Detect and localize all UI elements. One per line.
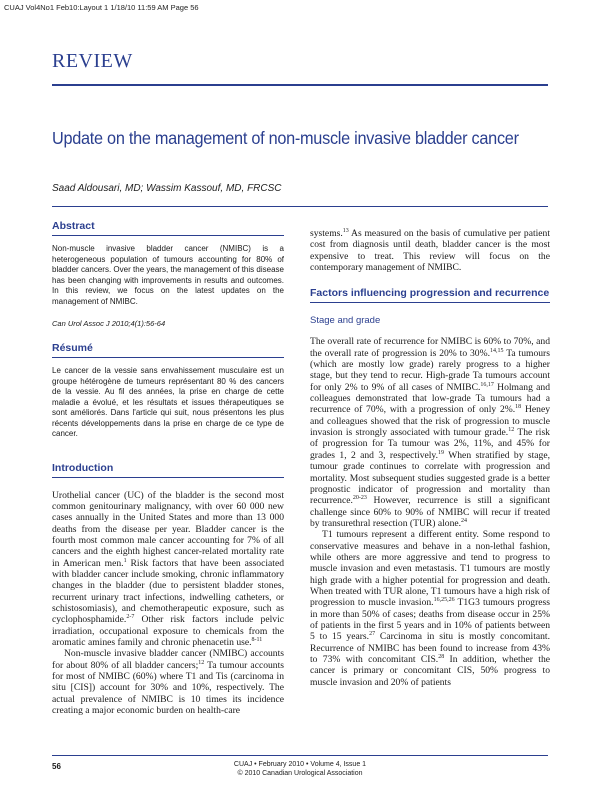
page-number: 56 <box>52 762 61 771</box>
resume-text: Le cancer de la vessie sans envahissement musculaire est un groupe hétérogène de tumeurs représentant 80 % des cancers de la vessie. Au fil des années, la prise en charge de cette maladie a évolué, et les résultats et issues thérapeutiques se sont améliorés. Dans l'article qui suit, nous présentons les plus récents développements dans la prise en charge de ce type de cancer. <box>52 366 284 438</box>
resume-heading: Résumé <box>52 342 93 354</box>
header-rule <box>52 84 548 86</box>
introduction-paragraph-continued: systems.$^{13}$ As measured on the basis of cumulative per patient cost from diagnosis until death, bladder cancer is the most expensive to treat. This review will focus on the contemporary management of NMIBC. <box>310 227 550 274</box>
article-title: Update on the management of non-muscle invasive bladder cancer <box>52 128 519 148</box>
introduction-heading: Introduction <box>52 461 114 474</box>
footer-copyright: © 2010 Canadian Urological Association <box>237 770 363 777</box>
right-column <box>310 228 550 688</box>
section-label: REVIEW <box>52 50 133 72</box>
citation: Can Urol Assoc J 2010;4(1):56-64 <box>52 319 166 328</box>
factors-heading-rule <box>310 302 550 303</box>
factors-heading: Factors influencing progression and recurrence <box>310 287 550 300</box>
stage-grade-paragraph-1: The overall rate of recurrence for NMIBC is 60% to 70%, and the overall rate of progression is 20% to 30%.$^{14,15}$ Ta tumours (which are mostly low grade) rarely progress to a higher stage, but they tend to recur. High-grade Ta tumours account for only 2% to 9% of all cases of NMIBC.$^{16,17}$ Holmang and colleagues demonstrated that low-grade Ta tumours had a recurrence of 70%, with a progression of only 2%.$^{18}$ Heney and colleagues showed that the risk of progression to muscle invasion is strongly associated with tumour grade.$^{12}$ The risk of progression for Ta tumour was 2%, 11%, and 45% for grades 1, 2 and 3, respectively.$^{19}$ When stratified by stage, tumour grade continues to correlate with progression and mortality. Most subsequent studies suggested grade is a better prognostic indicator of progression and mortality than recurrence.$^{20-23}$ However, recurrence is still a significant challenge since 60% to 90% of NMIBC will recur if treated by transurethral resection (TUR) alone.$^{24}$ <box>310 336 550 529</box>
abstract-heading: Abstract <box>52 220 95 232</box>
stage-grade-paragraph-2: T1 tumours represent a different entity. Some respond to conservative measures and behave in a non-lethal fashion, while others are more aggressive and tend to progress to muscle invasion and even metastasis. T1 tumours are mostly high grade with a higher potential for progression and death. When treated with TUR alone, T1 tumours have a high risk of progression to muscle invasion.$^{16,25,26}$ T1G3 tumours progress in more than 50% of cases; deaths from disease occur in 25% of patients in the first 5 years and in 10% of patients between 5 to 15 years.$^{27}$ Carcinoma in situ is mostly concomitant. Recurrence of NMIBC has been found to increase from 43% to 73% with concomitant CIS.$^{28}$ In addition, whether the cancer is primary or concomitant CIS, 50% progress to muscle invasion and 20% of patients <box>310 529 550 688</box>
title-rule <box>52 206 548 207</box>
footer <box>0 760 600 778</box>
footer-journal-line: CUAJ • February 2010 • Volume 4, Issue 1 <box>233 761 367 768</box>
introduction-heading-rule <box>52 477 284 478</box>
authors: Saad Aldousari, MD; Wassim Kassouf, MD, FRCSC <box>52 183 282 194</box>
abstract-text: Non-muscle invasive bladder cancer (NMIBC) is a heterogeneous population of tumours accounting for 80% of bladder cancers. Over the years, the management of this disease has been changing with improvements in results and outcomes. In this review, we focus on the latest updates on the management of NMIBC. <box>52 244 284 306</box>
abstract-heading-rule <box>52 235 284 236</box>
left-column <box>52 220 284 716</box>
introduction-paragraph-2: Non-muscle invasive bladder cancer (NMIBC) accounts for about 80% of all bladder cancers;$^{12}$ Ta tumour accounts for most of NMIBC (60%) where T1 and Tis (carcinoma in situ [CIS]) account for 30% and 10%, respectively. The actual prevalence of NMIBC is 10 times its incidence creating a major economic burden on health-care <box>52 648 284 717</box>
introduction-paragraph-1: Urothelial cancer (UC) of the bladder is the second most common genitourinary malignancy, with over 60 000 new cases annually in the United States and more than 13 000 deaths from the disease per year. Bladder cancer is the fourth most common male cancer accounting for 7% of all cancers and the eighth highest cancer-related mortality rate in American men.$^1$ Risk factors that have been associated with bladder cancer include smoking, chronic inflammatory changes in the bladder (due to persistent bladder stones, recurrent urinary tract infections, indwelling catheters, or schistosomiasis), and chemotherapeutic exposure, such as cyclophosphamide.$^{2-7}$ Other risk factors include pelvic irradiation, occupational exposure to chemicals from the aromatic amines family and chronic phenacetin use.$^{8-11}$ <box>52 489 285 648</box>
stage-grade-subheading: Stage and grade <box>310 315 381 327</box>
print-slug: CUAJ Vol4No1 Feb10:Layout 1 1/18/10 11:59 AM Page 56 <box>4 3 199 12</box>
resume-heading-rule <box>52 357 284 358</box>
footer-rule <box>52 755 548 756</box>
